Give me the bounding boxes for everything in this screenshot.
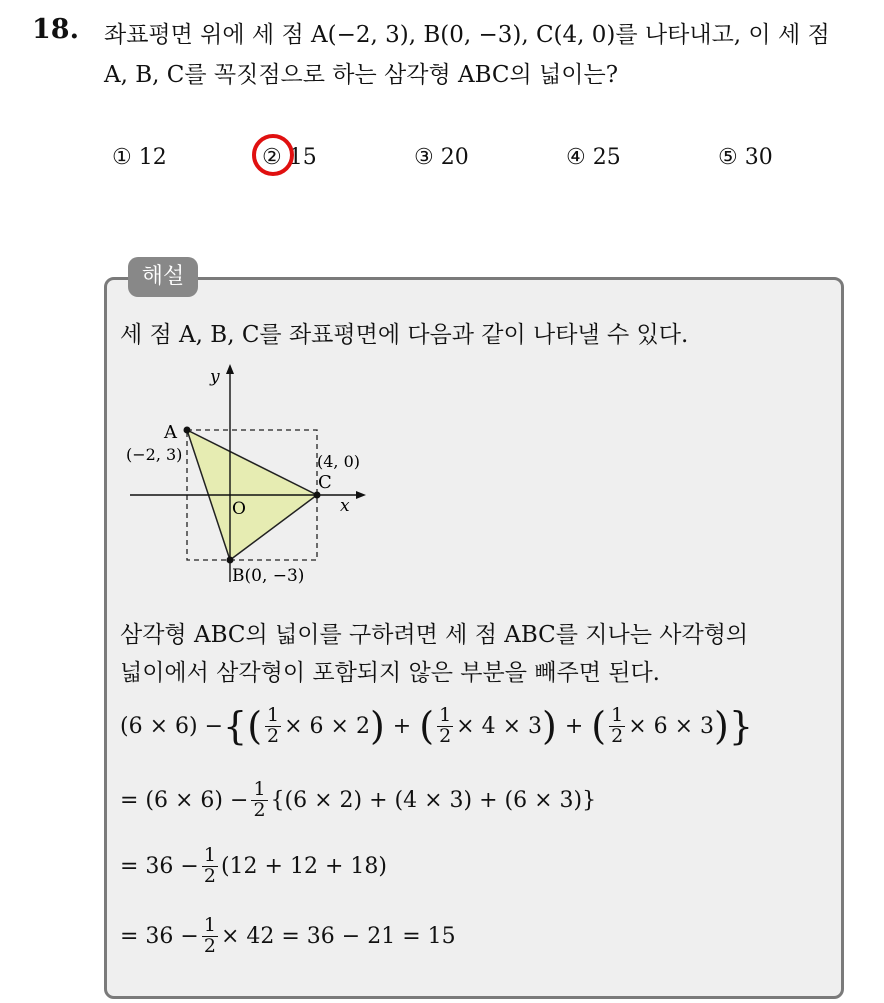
eq1-plus-1: + [392,713,412,739]
eq1-paren-open-2: ( [419,704,435,748]
origin-label: O [232,499,246,519]
point-c-label: C [318,472,332,493]
point-b-label: B(0, −3) [232,566,305,586]
question-text-line-1: 좌표평면 위에 세 점 A(−2, 3), B(0, −3), C(4, 0)를 나타내고, 이 세 점 [104,22,830,48]
eq1-term-2: × 4 × 3 [456,713,542,739]
equation-4 [120,908,456,964]
equation-2 [120,772,596,828]
fraction-half-3: $\frac{1}{2}$ [611,703,624,747]
equation-3 [120,838,387,894]
eq1-paren-open-3: ( [591,704,607,748]
fraction-half-5: $\frac{1}{2}$ [203,843,216,887]
equation-1 [120,698,753,754]
choice-2[interactable]: ② 15 [262,145,317,170]
fraction-half-1: $\frac{1}{2}$ [267,703,280,747]
y-axis-arrow [226,364,234,374]
coordinate-graph [120,360,380,592]
x-axis-arrow [356,491,366,499]
eq4-rhs: × 42 = 36 − 21 = 15 [220,923,456,949]
eq1-paren-close-2: ) [542,704,557,748]
point-a-coord: (−2, 3) [126,445,183,464]
answer-circle-mark [252,134,294,176]
fraction-half-6: $\frac{1}{2}$ [203,913,216,957]
eq1-paren-close-1: ) [369,704,385,748]
solution-paragraph-line-1: 삼각형 ABC의 넓이를 구하려면 세 점 ABC를 지나는 사각형의 [120,622,749,648]
eq2-lhs: = (6 × 6) − [120,787,249,813]
eq1-term-3: × 6 × 3 [628,713,715,739]
solution-intro: 세 점 A, B, C를 좌표평면에 다음과 같이 나타낼 수 있다. [120,322,689,348]
point-b [227,557,234,564]
eq3-lhs: = 36 − [120,853,199,879]
y-axis-label: y [210,367,220,387]
choice-3[interactable]: ③ 20 [414,145,469,170]
point-a-label: A [164,422,177,443]
eq4-lhs: = 36 − [120,923,199,949]
choice-5[interactable]: ⑤ 30 [718,145,773,170]
eq3-rhs: (12 + 12 + 18) [220,853,387,879]
fraction-half-4: $\frac{1}{2}$ [253,777,266,821]
eq2-rhs: {(6 × 2) + (4 × 3) + (6 × 3)} [270,787,597,813]
question-text-line-2: A, B, C를 꼭짓점으로 하는 삼각형 ABC의 넓이는? [104,62,619,88]
eq1-paren-open-1: ( [247,704,263,748]
eq1-plus-2: + [564,713,584,739]
point-c-coord: (4, 0) [317,452,361,471]
eq1-left-brace: { [223,704,248,748]
solution-tag: 해설 [128,257,198,297]
eq1-paren-close-3: ) [714,704,729,748]
choice-4[interactable]: ④ 25 [566,145,621,170]
eq1-right-brace: } [728,704,754,748]
question-number: 18. [32,14,79,45]
eq1-lhs: (6 × 6) − [120,713,224,739]
choice-1[interactable]: ① 12 [112,145,167,170]
solution-paragraph-line-2: 넓이에서 삼각형이 포함되지 않은 부분을 빼주면 된다. [120,660,660,686]
fraction-half-2: $\frac{1}{2}$ [439,703,452,747]
point-a [184,427,191,434]
eq1-term-1: × 6 × 2 [284,713,370,739]
x-axis-label: x [340,496,350,516]
